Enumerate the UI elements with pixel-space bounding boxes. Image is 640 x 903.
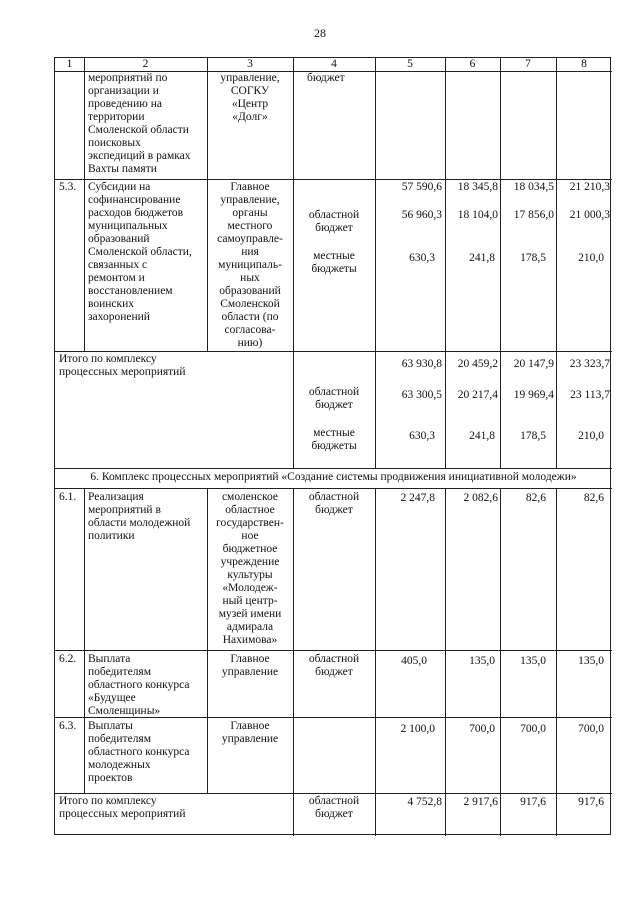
value: 917,6 [520, 796, 546, 808]
source-local: местные бюджеты [311, 250, 357, 275]
row-name: Выплата победителям областного конкурса «Будущее Смоленщины» [88, 653, 190, 717]
value: 700,0 [520, 723, 546, 735]
value: 20 217,4 [457, 389, 498, 401]
row-line [55, 179, 612, 180]
value: 630,3 [409, 252, 435, 264]
value: 4 752,8 [407, 796, 442, 808]
value-total: 63 930,8 [401, 358, 442, 370]
value: 405,0 [401, 655, 427, 667]
row-executor: Главное управление, органы местного самоуправле- ния муниципаль- ных образований Смоленской области (по согласова- нию) [217, 181, 283, 349]
value-total: 23 323,7 [569, 358, 610, 370]
cont-executor: управление, СОГКУ «Центр «Долг» [220, 72, 280, 123]
col-header: 1 [66, 58, 73, 70]
value: 178,5 [520, 430, 546, 442]
value: 2 247,8 [400, 492, 435, 504]
value: 700,0 [578, 723, 604, 735]
value: 18 104,0 [457, 209, 498, 221]
value-total: 20 147,9 [513, 358, 554, 370]
row-executor: смоленское областное государствен- ное бюджетное учреждение культуры «Молодеж- ный центр- музей имени адмирала Нахимова» [216, 491, 284, 646]
row-line [55, 468, 612, 469]
col-line [84, 488, 85, 793]
row-line [55, 650, 612, 651]
row-name: Субсидии на софинансирование расходов бюджетов муниципальных образований Смоленской области, связанных с ремонтом и восстановлением воинских захоронений [88, 181, 192, 323]
col-header: 8 [581, 58, 587, 70]
col-header: 2 [142, 58, 149, 70]
row-number: 6.2. [59, 653, 77, 665]
source-local: местные бюджеты [311, 427, 357, 452]
value: 2 917,6 [463, 796, 498, 808]
value: 630,3 [409, 430, 435, 442]
value: 19 969,4 [513, 389, 554, 401]
value: 135,0 [578, 655, 604, 667]
value-total: 21 210,3 [569, 181, 610, 193]
row-executor: Главное управление [221, 653, 279, 678]
row-name: Реализация мероприятий в области молодежной политики [88, 491, 191, 542]
total-label: Итого по комплексу процессных мероприятий [59, 353, 186, 378]
section-heading: 6. Комплекс процессных мероприятий «Создание системы продвижения инициативной молодежи» [90, 471, 577, 483]
source-regional: областной бюджет [308, 491, 360, 516]
source-regional: областной бюджет [308, 386, 360, 411]
total-label: Итого по комплексу процессных мероприятий [59, 795, 186, 820]
value: 21 000,3 [569, 209, 610, 221]
value-total: 18 345,8 [457, 181, 498, 193]
col-header: 3 [247, 58, 253, 70]
row-line [55, 488, 612, 489]
value-total: 18 034,5 [513, 181, 554, 193]
row-number: 5.3. [59, 181, 77, 193]
value: 82,6 [583, 492, 604, 504]
cont-name: мероприятий по организации и проведению на территории Смоленской области поисковых экспедиций в рамках Вахты памяти [88, 72, 191, 175]
value-total: 20 459,2 [457, 358, 498, 370]
row-line [55, 351, 612, 352]
col-header: 5 [407, 58, 413, 70]
source-regional: областной бюджет [308, 795, 360, 820]
value: 63 300,5 [401, 389, 442, 401]
row-executor: Главное управление [221, 720, 279, 745]
value: 241,8 [469, 252, 495, 264]
budget-table [54, 57, 611, 835]
value: 17 856,0 [513, 209, 554, 221]
value: 82,6 [525, 492, 546, 504]
row-line [55, 793, 612, 794]
value: 210,0 [578, 430, 604, 442]
value: 135,0 [520, 655, 546, 667]
col-line [84, 58, 85, 351]
value: 917,6 [578, 796, 604, 808]
page-number: 28 [314, 26, 326, 40]
source-regional: областной бюджет [308, 653, 360, 678]
value: 135,0 [469, 655, 495, 667]
value: 2 100,0 [400, 723, 435, 735]
row-number: 6.1. [59, 491, 77, 503]
row-number: 6.3. [59, 720, 77, 732]
col-header: 6 [469, 58, 476, 70]
value: 23 113,7 [570, 389, 610, 401]
value: 178,5 [520, 252, 546, 264]
source-regional: областной бюджет [308, 209, 360, 234]
value: 241,8 [469, 430, 495, 442]
row-name: Выплаты победителям областного конкурса молодежных проектов [88, 720, 190, 784]
col-header: 4 [331, 58, 337, 70]
value: 56 960,3 [401, 209, 442, 221]
value: 2 082,6 [463, 492, 498, 504]
col-header: 7 [525, 58, 531, 70]
value: 700,0 [469, 723, 495, 735]
value: 210,0 [578, 252, 604, 264]
value-total: 57 590,6 [401, 181, 442, 193]
cont-source: бюджет [307, 72, 345, 84]
